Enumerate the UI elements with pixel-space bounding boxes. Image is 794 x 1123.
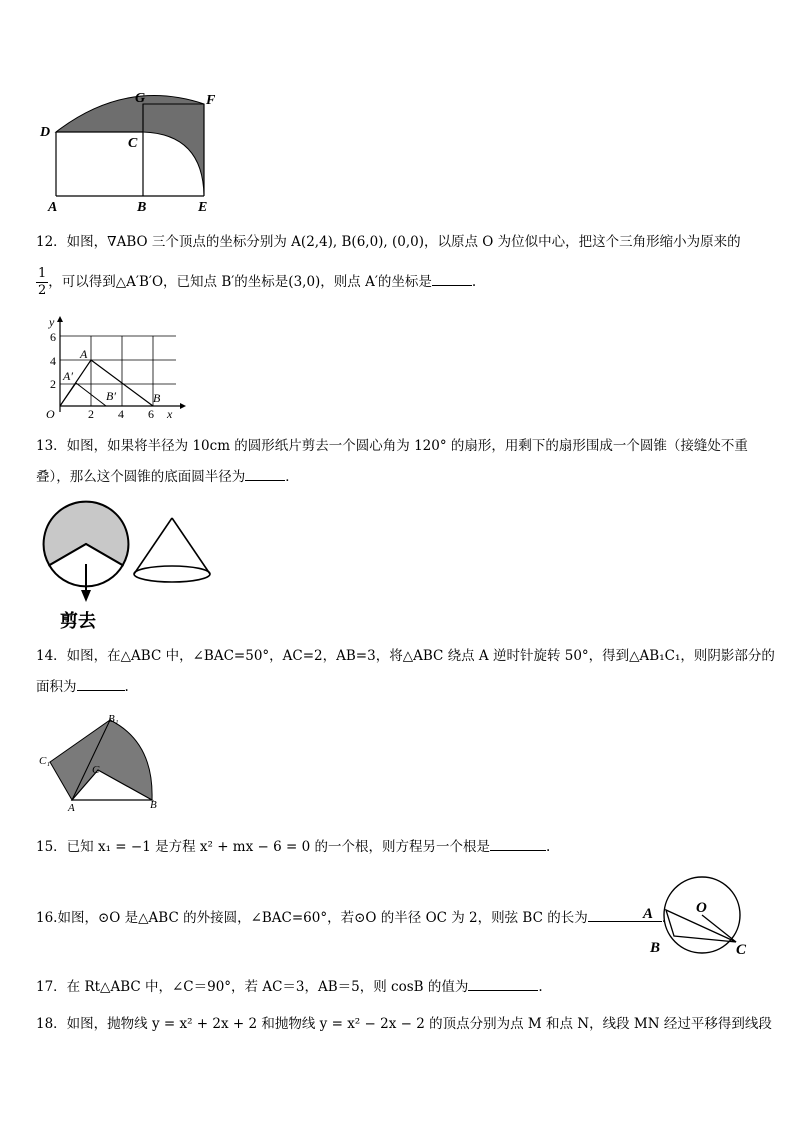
label-O: O: [696, 900, 707, 916]
question-12-line1: 12．如图，∇ABO 三个顶点的坐标分别为 A(2,4), B(6,0), (0,0)，以原点 O 为位似中心，把这个三角形缩小为原来的: [36, 234, 741, 250]
axis-y-label: y: [49, 316, 55, 329]
origin-label: O: [46, 407, 55, 421]
label-C1: C₁: [39, 755, 51, 767]
xtick-6: 6: [148, 407, 154, 421]
point-A1-label: A′: [63, 369, 73, 383]
point-B-label: B: [153, 391, 161, 405]
answer-blank-17[interactable]: [468, 976, 538, 991]
ytick-6: 6: [50, 330, 56, 344]
figure-q11: [36, 84, 226, 214]
question-15: 15．已知 x₁ = −1 是方程 x² + mx − 6 = 0 的一个根，则方程另一个根是 .: [36, 836, 550, 857]
point-B1-label: B′: [106, 389, 116, 403]
ytick-2: 2: [50, 377, 56, 391]
label-A: A: [68, 802, 75, 814]
question-18: 18．如图，抛物线 y = x² + 2x + 2 和抛物线 y = x² − 2x − 2 的顶点分别为点 M 和点 N，线段 MN 经过平移得到线段: [36, 1016, 772, 1032]
xtick-2: 2: [88, 407, 94, 421]
label-B: B: [150, 799, 157, 811]
question-17: 17．在 Rt△ABC 中，∠C＝90°，若 AC＝3，AB＝5，则 cosB 的值为 .: [36, 976, 543, 997]
figure-q12-grid: [36, 316, 186, 422]
figure-q13: [36, 498, 222, 634]
cut-label: 剪去: [60, 611, 96, 631]
axis-x-label: x: [167, 407, 173, 421]
label-E: E: [198, 200, 208, 214]
question-12-line2: $\frac{1}{2}$ ，可以得到△A′B′O，已知点 B′的坐标是(3,0)，则点 A′的坐标是 .: [38, 266, 477, 298]
label-A: A: [643, 906, 654, 922]
figure-q14: [36, 712, 172, 816]
fraction-one-half: $\frac{1}{2}$: [38, 266, 47, 298]
shaded-quarter-region: [143, 104, 204, 196]
label-C: C: [736, 942, 747, 958]
label-C: C: [92, 764, 100, 776]
answer-blank-15[interactable]: [490, 836, 546, 851]
question-14-line1: 14．如图，在△ABC 中，∠BAC=50°，AC=2，AB=3，将△ABC 绕点 A 逆时针旋转 50°，得到△AB₁C₁，则阴影部分的: [36, 648, 775, 664]
label-G: G: [135, 91, 146, 106]
question-13-line2: 叠），那么这个圆锥的底面圆半径为 ．: [36, 466, 299, 487]
xtick-4: 4: [118, 407, 124, 421]
answer-blank-13[interactable]: [245, 466, 285, 481]
label-C: C: [128, 136, 138, 151]
question-16: 16.如图，⊙O 是△ABC 的外接圆，∠BAC=60°，若⊙O 的半径 OC 为 2，则弦 BC 的长为 .: [36, 907, 666, 928]
label-B: B: [650, 940, 661, 956]
question-14-line2: 面积为 .: [36, 676, 129, 697]
answer-blank-14[interactable]: [77, 676, 125, 691]
label-A: A: [48, 200, 58, 214]
label-B1: B₁: [108, 713, 119, 725]
label-F: F: [206, 93, 216, 108]
answer-blank-12[interactable]: [432, 271, 472, 286]
ytick-4: 4: [50, 354, 56, 368]
question-13-line1: 13．如图，如果将半径为 10cm 的圆形纸片剪去一个圆心角为 120° 的扇形，用剩下的扇形围成一个圆锥（接缝处不重: [36, 438, 748, 454]
point-A-label: A: [80, 347, 88, 361]
label-B: B: [137, 200, 147, 214]
label-D: D: [40, 125, 51, 140]
figure-q16: [640, 874, 756, 958]
